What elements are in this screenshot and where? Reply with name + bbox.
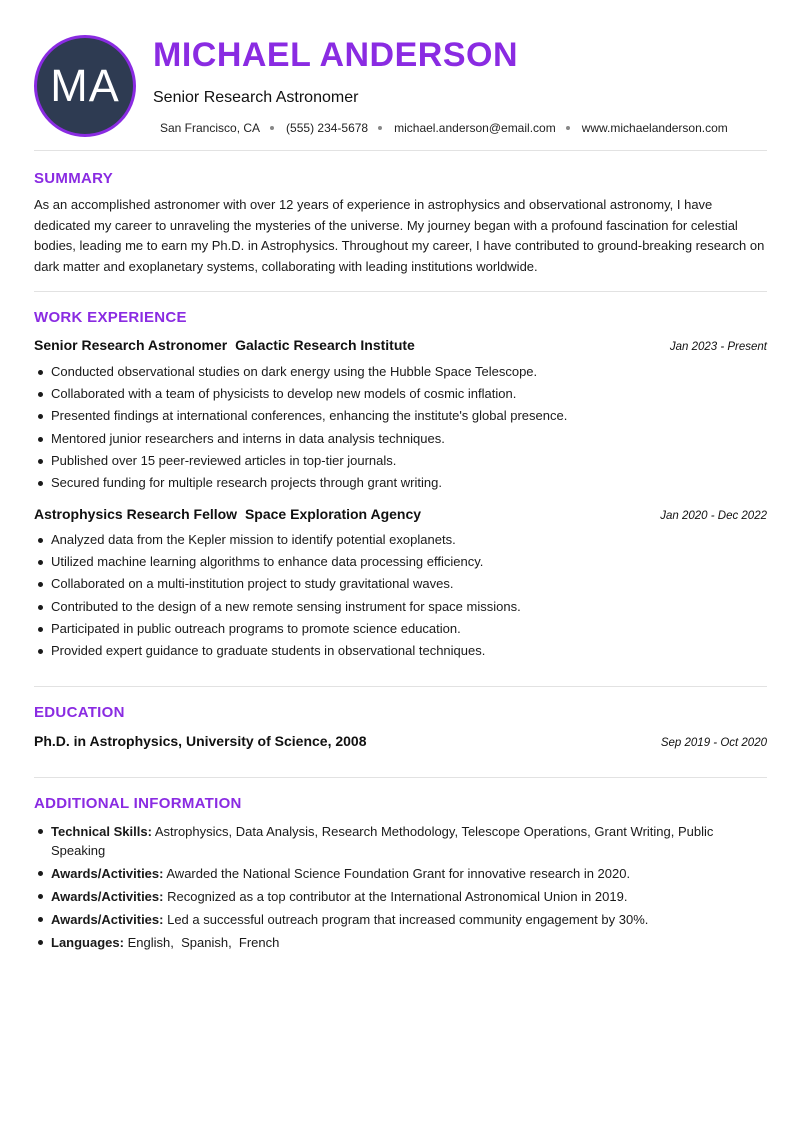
list-item: Conducted observational studies on dark energy using the Hubble Space Telescope. xyxy=(34,364,767,386)
job-bullet-list xyxy=(34,532,767,665)
job-role xyxy=(34,337,415,353)
list-item: Presented findings at international conferences, enhancing the institute's global presence. xyxy=(34,408,767,430)
avatar: MA xyxy=(34,35,136,137)
item-label: Awards/Activities: xyxy=(51,866,164,881)
list-item xyxy=(34,887,767,906)
bullet-separator-icon xyxy=(566,126,570,130)
section-divider xyxy=(34,686,767,687)
item-text: Awarded the National Science Foundation Grant for innovative research in 2020. xyxy=(166,866,631,881)
list-item: Analyzed data from the Kepler mission to identify potential exoplanets. xyxy=(34,532,767,554)
bullet-separator-icon xyxy=(270,126,274,130)
job-role-title: Senior Research Astronomer xyxy=(34,337,228,353)
language: , Spanish xyxy=(170,935,228,950)
contact-website[interactable]: www.michaelanderson.com xyxy=(581,121,728,135)
list-item: Collaborated on a multi-institution project to study gravitational waves. xyxy=(34,576,767,598)
contact-bar xyxy=(160,121,728,135)
item-text: Astrophysics, Data Analysis, Research Methodology, Telescope Operations, Grant Writing, Public Speaking xyxy=(51,824,714,858)
item-text: Recognized as a top contributor at the International Astronomical Union in 2019. xyxy=(167,889,628,904)
job-organization: Galactic Research Institute xyxy=(235,337,415,353)
contact-location: San Francisco, CA xyxy=(160,121,261,135)
summary-heading: SUMMARY xyxy=(34,170,114,187)
job-dates: Jan 2020 - Dec 2022 xyxy=(660,510,767,522)
item-label: Awards/Activities: xyxy=(51,912,164,927)
contact-email[interactable]: michael.anderson@email.com xyxy=(394,121,556,135)
list-item xyxy=(34,933,767,952)
job-role-title: Astrophysics Research Fellow xyxy=(34,506,238,522)
list-item: Contributed to the design of a new remote sensing instrument for space missions. xyxy=(34,599,767,621)
list-item: Provided expert guidance to graduate students in observational techniques. xyxy=(34,643,767,665)
education-entry xyxy=(34,733,767,749)
language: English xyxy=(127,935,171,950)
list-item: Collaborated with a team of physicists to develop new models of cosmic inflation. xyxy=(34,386,767,408)
languages-label: Languages: xyxy=(51,935,124,950)
item-label: Technical Skills: xyxy=(51,824,152,839)
job-organization: Space Exploration Agency xyxy=(244,506,422,522)
item-text: Led a successful outreach program that increased community engagement by 30%. xyxy=(167,912,649,927)
list-item: Secured funding for multiple research projects through grant writing. xyxy=(34,475,767,497)
education-heading: EDUCATION xyxy=(34,704,125,721)
education-dates: Sep 2019 - Oct 2020 xyxy=(660,737,767,749)
summary-text: As an accomplished astronomer with over 12 years of experience in astrophysics and observational astronomy, I have dedicated my career to unraveling the mysteries of the universe. My journey began with a profound fascination for celestial bodies, leading me to earn my Ph.D. in Astrophysics. Throughout my career, I have contributed to ground-breaking research on dark matter and exoplanetary systems, collaborating with leading institutions worldwide. xyxy=(34,197,765,274)
section-divider xyxy=(34,291,767,292)
education-degree: Ph.D. in Astrophysics, University of Science, 2008 xyxy=(34,733,367,749)
bullet-separator-icon xyxy=(378,126,382,130)
list-item: Utilized machine learning algorithms to enhance data processing efficiency. xyxy=(34,554,767,576)
job-dates: Jan 2023 - Present xyxy=(669,341,767,353)
additional-list xyxy=(34,822,767,956)
job-role xyxy=(34,506,421,522)
job-bullet-list xyxy=(34,364,767,497)
experience-heading: WORK EXPERIENCE xyxy=(34,309,187,326)
additional-heading: ADDITIONAL INFORMATION xyxy=(34,795,242,812)
contact-phone[interactable]: (555) 234-5678 xyxy=(286,121,369,135)
list-item: Published over 15 peer-reviewed articles in top-tier journals. xyxy=(34,453,767,475)
job-header xyxy=(34,337,767,353)
section-divider xyxy=(34,150,767,151)
language: , French xyxy=(228,935,279,950)
list-item xyxy=(34,822,767,860)
list-item: Participated in public outreach programs to promote science education. xyxy=(34,621,767,643)
job-header xyxy=(34,506,767,522)
list-item xyxy=(34,864,767,883)
candidate-name: MICHAEL ANDERSON xyxy=(153,36,519,74)
section-divider xyxy=(34,777,767,778)
item-label: Awards/Activities: xyxy=(51,889,164,904)
list-item: Mentored junior researchers and interns in data analysis techniques. xyxy=(34,431,767,453)
list-item xyxy=(34,910,767,929)
candidate-title: Senior Research Astronomer xyxy=(153,89,359,106)
